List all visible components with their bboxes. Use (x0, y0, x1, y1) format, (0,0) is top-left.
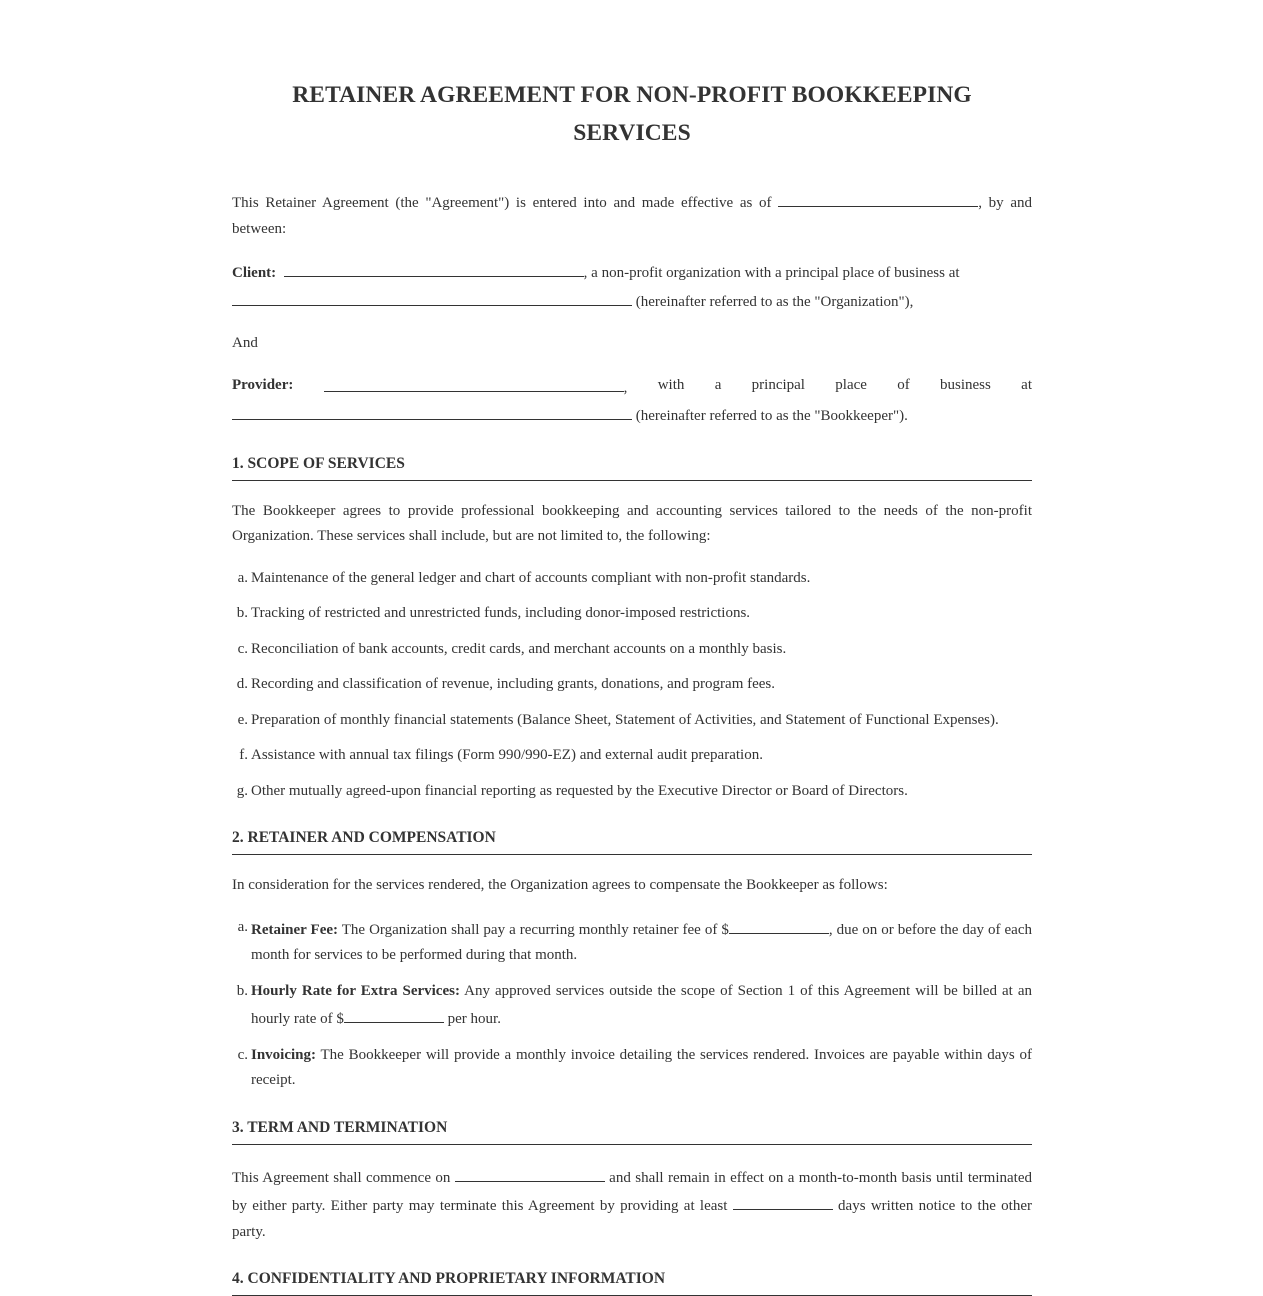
list-marker: a. (237, 918, 248, 935)
list-marker: b. (236, 982, 248, 999)
invoicing-label: Invoicing: (251, 1046, 317, 1063)
client-address-blank (232, 287, 632, 306)
provider-comma: , (623, 379, 628, 396)
provider-first-line (232, 373, 1032, 402)
term-text-end: days written notice to the other party. (232, 1198, 1032, 1240)
intro-text-end: , by and between: (232, 195, 1032, 237)
section-heading-confidentiality: 4. CONFIDENTIALITY AND PROPRIETARY INFORMATION (232, 1267, 1032, 1296)
list-marker: g. (236, 782, 248, 799)
compensation-list (232, 915, 1032, 1094)
provider-label: Provider: (232, 376, 294, 393)
list-item (232, 743, 1032, 769)
list-item (232, 566, 1032, 592)
document-title: RETAINER AGREEMENT FOR NON-PROFIT BOOKKEEPING SERVICES (292, 82, 972, 146)
invoicing-item (232, 1043, 1032, 1094)
list-marker: a. (237, 569, 248, 586)
list-marker: f. (239, 747, 248, 763)
provider-word: of (897, 376, 910, 393)
list-item-text: Tracking of restricted and unrestricted funds, including donor-imposed restrictions. (251, 605, 751, 621)
client-name-blank (284, 258, 584, 277)
list-marker: e. (237, 711, 248, 728)
list-item-text: Reconciliation of bank accounts, credit cards, and merchant accounts on a monthly basis. (251, 640, 787, 657)
list-marker: c. (237, 1046, 248, 1063)
hourly-rate-blank (344, 1004, 444, 1023)
hourly-rate-text-end: per hour. (443, 1011, 501, 1027)
provider-name-group (324, 373, 628, 402)
retainer-fee-text-end: , due on or before the day of each month for services to be performed during that month. (251, 921, 1032, 963)
intro-paragraph (232, 188, 1032, 242)
list-marker: c. (237, 640, 248, 657)
provider-paragraph (232, 373, 1032, 430)
compensation-lead: In consideration for the services rendered, the Organization agrees to compensate the Bookkeeper as follows: (232, 877, 888, 893)
retainer-fee-blank (729, 915, 829, 934)
commencement-date-blank (455, 1163, 605, 1182)
list-item (232, 708, 1032, 734)
term-text: This Agreement shall commence on (232, 1169, 455, 1186)
client-description: , a non-profit organization with a principal place of business at (583, 265, 960, 281)
client-reference: (hereinafter referred to as the "Organization"), (632, 293, 914, 310)
provider-word: place (835, 376, 867, 393)
effective-date-blank (778, 188, 978, 207)
list-item-text: Maintenance of the general ledger and chart of accounts compliant with non-profit standards. (251, 569, 811, 586)
list-item (232, 637, 1032, 663)
list-marker: d. (236, 676, 248, 692)
list-item (232, 672, 1032, 698)
and-separator: And (232, 335, 258, 351)
hourly-rate-text: Any approved services outside the scope of Section 1 of this Agreement will be billed at an hourly rate of $ (251, 982, 1032, 1027)
list-marker: b. (236, 605, 248, 621)
provider-second-line (232, 401, 1032, 430)
notice-days-blank (733, 1191, 833, 1210)
provider-reference: (hereinafter referred to as the "Bookkeeper"). (632, 408, 908, 424)
intro-text: This Retainer Agreement (the "Agreement") is entered into and made effective as of (232, 195, 779, 211)
provider-name-blank (324, 373, 624, 392)
provider-word: a (714, 376, 722, 393)
section-heading-compensation: 2. RETAINER AND COMPENSATION (232, 826, 1032, 855)
retainer-fee-text: The Organization shall pay a recurring monthly retainer fee of $ (338, 921, 729, 938)
section-heading-term: 3. TERM AND TERMINATION (232, 1116, 1032, 1145)
list-item-text: Assistance with annual tax filings (Form 990/990-EZ) and external audit preparation. (251, 747, 763, 763)
scope-list (232, 566, 1032, 805)
list-item-text: Preparation of monthly financial statements (Balance Sheet, Statement of Activities, and Statement of Functional Expenses). (251, 711, 999, 728)
agreement-document (232, 0, 1032, 1296)
provider-address-blank (232, 401, 632, 420)
provider-word: with (657, 376, 685, 393)
retainer-fee-item (232, 915, 1032, 969)
provider-word: principal (751, 376, 805, 393)
section-heading-scope: 1. SCOPE OF SERVICES (232, 452, 1032, 481)
retainer-fee-label: Retainer Fee: (251, 921, 339, 938)
scope-lead: The Bookkeeper agrees to provide professional bookkeeping and accounting services tailored to the needs of the non-profit Organization. These services shall include, but are not limited to, the following: (232, 502, 1032, 544)
provider-word: business (940, 376, 991, 393)
hourly-rate-label: Hourly Rate for Extra Services: (251, 982, 460, 999)
hourly-rate-item (232, 979, 1032, 1033)
list-item-text: Other mutually agreed-upon financial reporting as requested by the Executive Director or Board of Directors. (251, 782, 908, 799)
term-paragraph (232, 1163, 1032, 1246)
term-text-middle: and shall remain in effect on a month-to-month basis until terminated by either party. Either party may terminate this Agreement by providing at least (232, 1169, 1032, 1214)
invoicing-text: The Bookkeeper will provide a monthly invoice detailing the services rendered. Invoices are payable within days of receipt. (251, 1046, 1032, 1088)
client-paragraph (232, 258, 1032, 315)
provider-word: at (1021, 376, 1032, 393)
list-item (232, 779, 1032, 805)
list-item-text: Recording and classification of revenue, including grants, donations, and program fees. (251, 676, 776, 692)
client-label: Client: (232, 265, 277, 281)
list-item (232, 601, 1032, 627)
